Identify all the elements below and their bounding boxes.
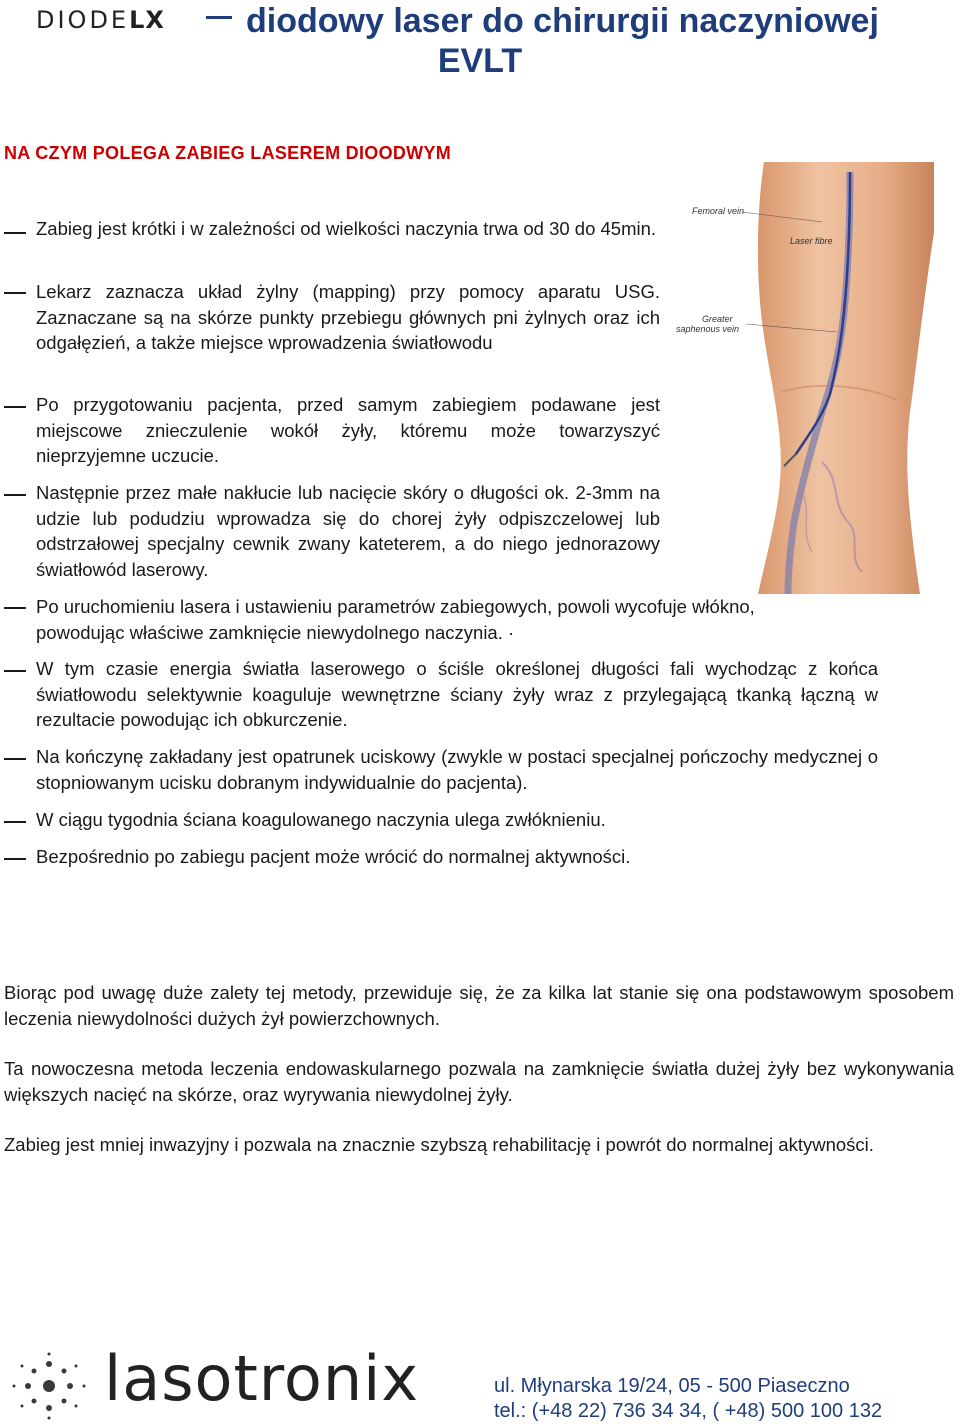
bullet-dash bbox=[4, 292, 26, 294]
bullet-dash bbox=[4, 232, 26, 234]
bullet-item: Lekarz zaznacza układ żylny (mapping) przy pomocy aparatu USG. Zaznaczane są na skórze punkty przebiegu głównych pni żylnych oraz ich odgałęzień, a także miejsce wprowadzenia światłowodu bbox=[36, 281, 660, 353]
header-dash bbox=[206, 16, 232, 19]
label-laser-fibre: Laser fibre bbox=[790, 236, 833, 246]
diodelx-logo bbox=[36, 6, 165, 34]
phone-line: tel.: (+48 22) 736 34 34, ( +48) 500 100 132 bbox=[494, 1400, 883, 1422]
lasotronix-logo-icon bbox=[6, 1352, 92, 1420]
page-subtitle: EVLT bbox=[437, 42, 523, 80]
label-saphenous-vein: saphenous vein bbox=[676, 324, 740, 334]
bullet-item: Zabieg jest krótki i w zależności od wielkości naczynia trwa od 30 do 45min. bbox=[36, 218, 657, 239]
bullet-dash bbox=[4, 494, 26, 496]
address-line: ul. Młynarska 19/24, 05 - 500 Piaseczno bbox=[494, 1375, 850, 1397]
label-greater: Greater bbox=[702, 314, 733, 324]
bullet-item: Po przygotowaniu pacjenta, przed samym zabiegiem podawane jest miejscowe znieczulenie wokół żyły, któremu może towarzyszyć nieprzyjemne uczucie. bbox=[36, 394, 660, 466]
bullet-item: Następnie przez małe nakłucie lub nacięcie skóry o długości ok. 2-3mm na udzie lub podudziu wprowadza się do chorej żyły odpiszczelowej lub odstrzałowej specjalny cewnik zwany kateterem, a do niego jednorazowy światłowód laserowy. bbox=[36, 482, 660, 580]
label-femoral-vein: Femoral vein bbox=[692, 206, 745, 216]
lasotronix-brand: lasotronix bbox=[104, 1342, 420, 1415]
bullet-dash bbox=[4, 758, 26, 760]
bullet-dash bbox=[4, 406, 26, 408]
leg-vein-illustration bbox=[672, 162, 938, 594]
bullet-item: W ciągu tygodnia ściana koagulowanego naczynia ulega zwłóknieniu. bbox=[36, 809, 606, 830]
paragraph: Biorąc pod uwagę duże zalety tej metody, przewiduje się, że za kilka lat stanie się ona podstawowym sposobem leczenia niewydolności dużych żył powierzchownych. bbox=[4, 982, 954, 1029]
logo-text-diode: DIODE bbox=[36, 6, 130, 34]
bullet-item: Na kończynę zakładany jest opatrunek uciskowy (zwykle w postaci specjalnej pończochy medycznej o stopniowanym ucisku dobranym indywidualnie do pacjenta). bbox=[36, 746, 878, 793]
bullet-dash bbox=[4, 607, 26, 609]
bullet-item: W tym czasie energia światła laserowego o ściśle określonej długości fali wychodząc z końca światłowodu selektywnie koaguluje wewnętrzne ściany żyły wraz z przylegającą tkanką łączną w rezultacie powodując ich obkurczenie. bbox=[36, 658, 878, 730]
footer-address bbox=[494, 1374, 882, 1424]
logo-text-lx: LX bbox=[129, 6, 165, 34]
page-title: diodowy laser do chirurgii naczyniowej bbox=[246, 2, 879, 40]
bullet-dash bbox=[4, 821, 26, 823]
bullet-item: Po uruchomieniu lasera i ustawieniu parametrów zabiegowych, powoli wycofuje włókno, powodując właściwe zamknięcie niewydolnego naczynia. · bbox=[36, 596, 755, 643]
bullet-dash bbox=[4, 670, 26, 672]
paragraph: Ta nowoczesna metoda leczenia endowaskularnego pozwala na zamknięcie światła dużej żyły bez wykonywania większych nacięć na skórze, oraz wyrywania niewydolnej żyły. bbox=[4, 1058, 954, 1105]
bullet-item: Bezpośrednio po zabiegu pacjent może wrócić do normalnej aktywności. bbox=[36, 846, 631, 867]
section-heading: NA CZYM POLEGA ZABIEG LASEREM DIOODWYM bbox=[4, 143, 452, 163]
paragraph: Zabieg jest mniej inwazyjny i pozwala na znacznie szybszą rehabilitację i powrót do normalnej aktywności. bbox=[4, 1134, 874, 1155]
bullet-dash bbox=[4, 858, 26, 860]
